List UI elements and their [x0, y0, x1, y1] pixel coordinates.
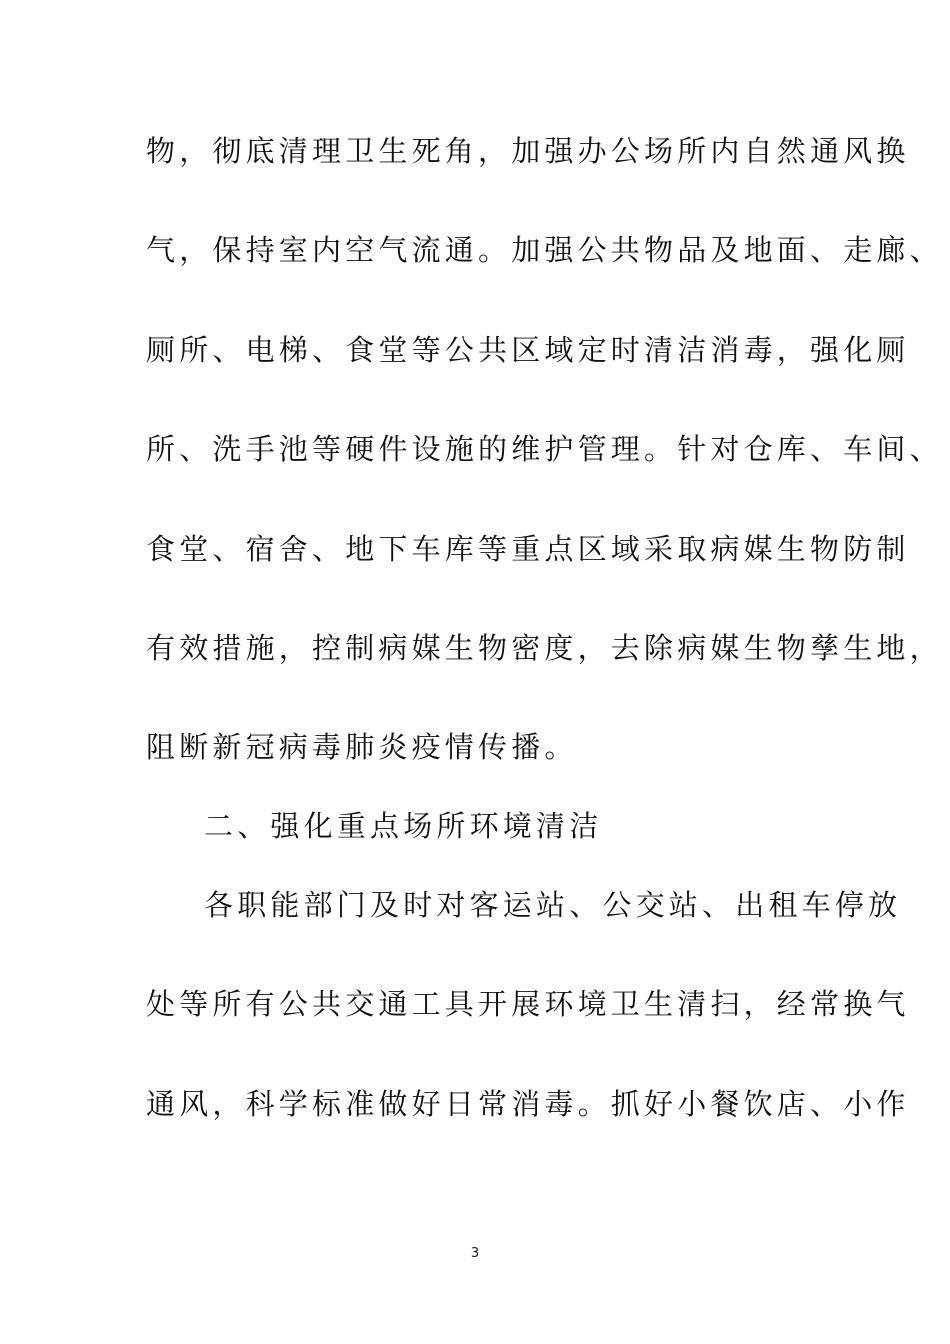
section-heading: 二、强化重点场所环境清洁 [204, 809, 603, 843]
paragraph-line-1: 物，彻底清理卫生死角，加强办公场所内自然通风换 [146, 134, 910, 168]
paragraph-line-2: 气，保持室内空气流通。加强公共物品及地面、走廊、 [146, 233, 943, 267]
paragraph-line-6: 有效措施，控制病媒生物密度，去除病媒生物孳生地， [146, 631, 943, 665]
page-number: 3 [470, 1246, 480, 1261]
paragraph-line-3: 厕所、电梯、食堂等公共区域定时清洁消毒，强化厕 [146, 333, 910, 367]
paragraph-line-4: 所、洗手池等硬件设施的维护管理。针对仓库、车间、 [146, 432, 943, 466]
paragraph-line-5: 食堂、宿舍、地下车库等重点区域采取病媒生物防制 [146, 532, 910, 566]
paragraph-line-9: 处等所有公共交通工具开展环境卫生清扫，经常换气 [146, 987, 910, 1021]
paragraph-line-10: 通风，科学标准做好日常消毒。抓好小餐饮店、小作 [146, 1087, 910, 1121]
paragraph-line-7: 阻断新冠病毒肺炎疫情传播。 [146, 730, 578, 764]
paragraph-line-8: 各职能部门及时对客运站、公交站、出租车停放 [204, 888, 902, 922]
